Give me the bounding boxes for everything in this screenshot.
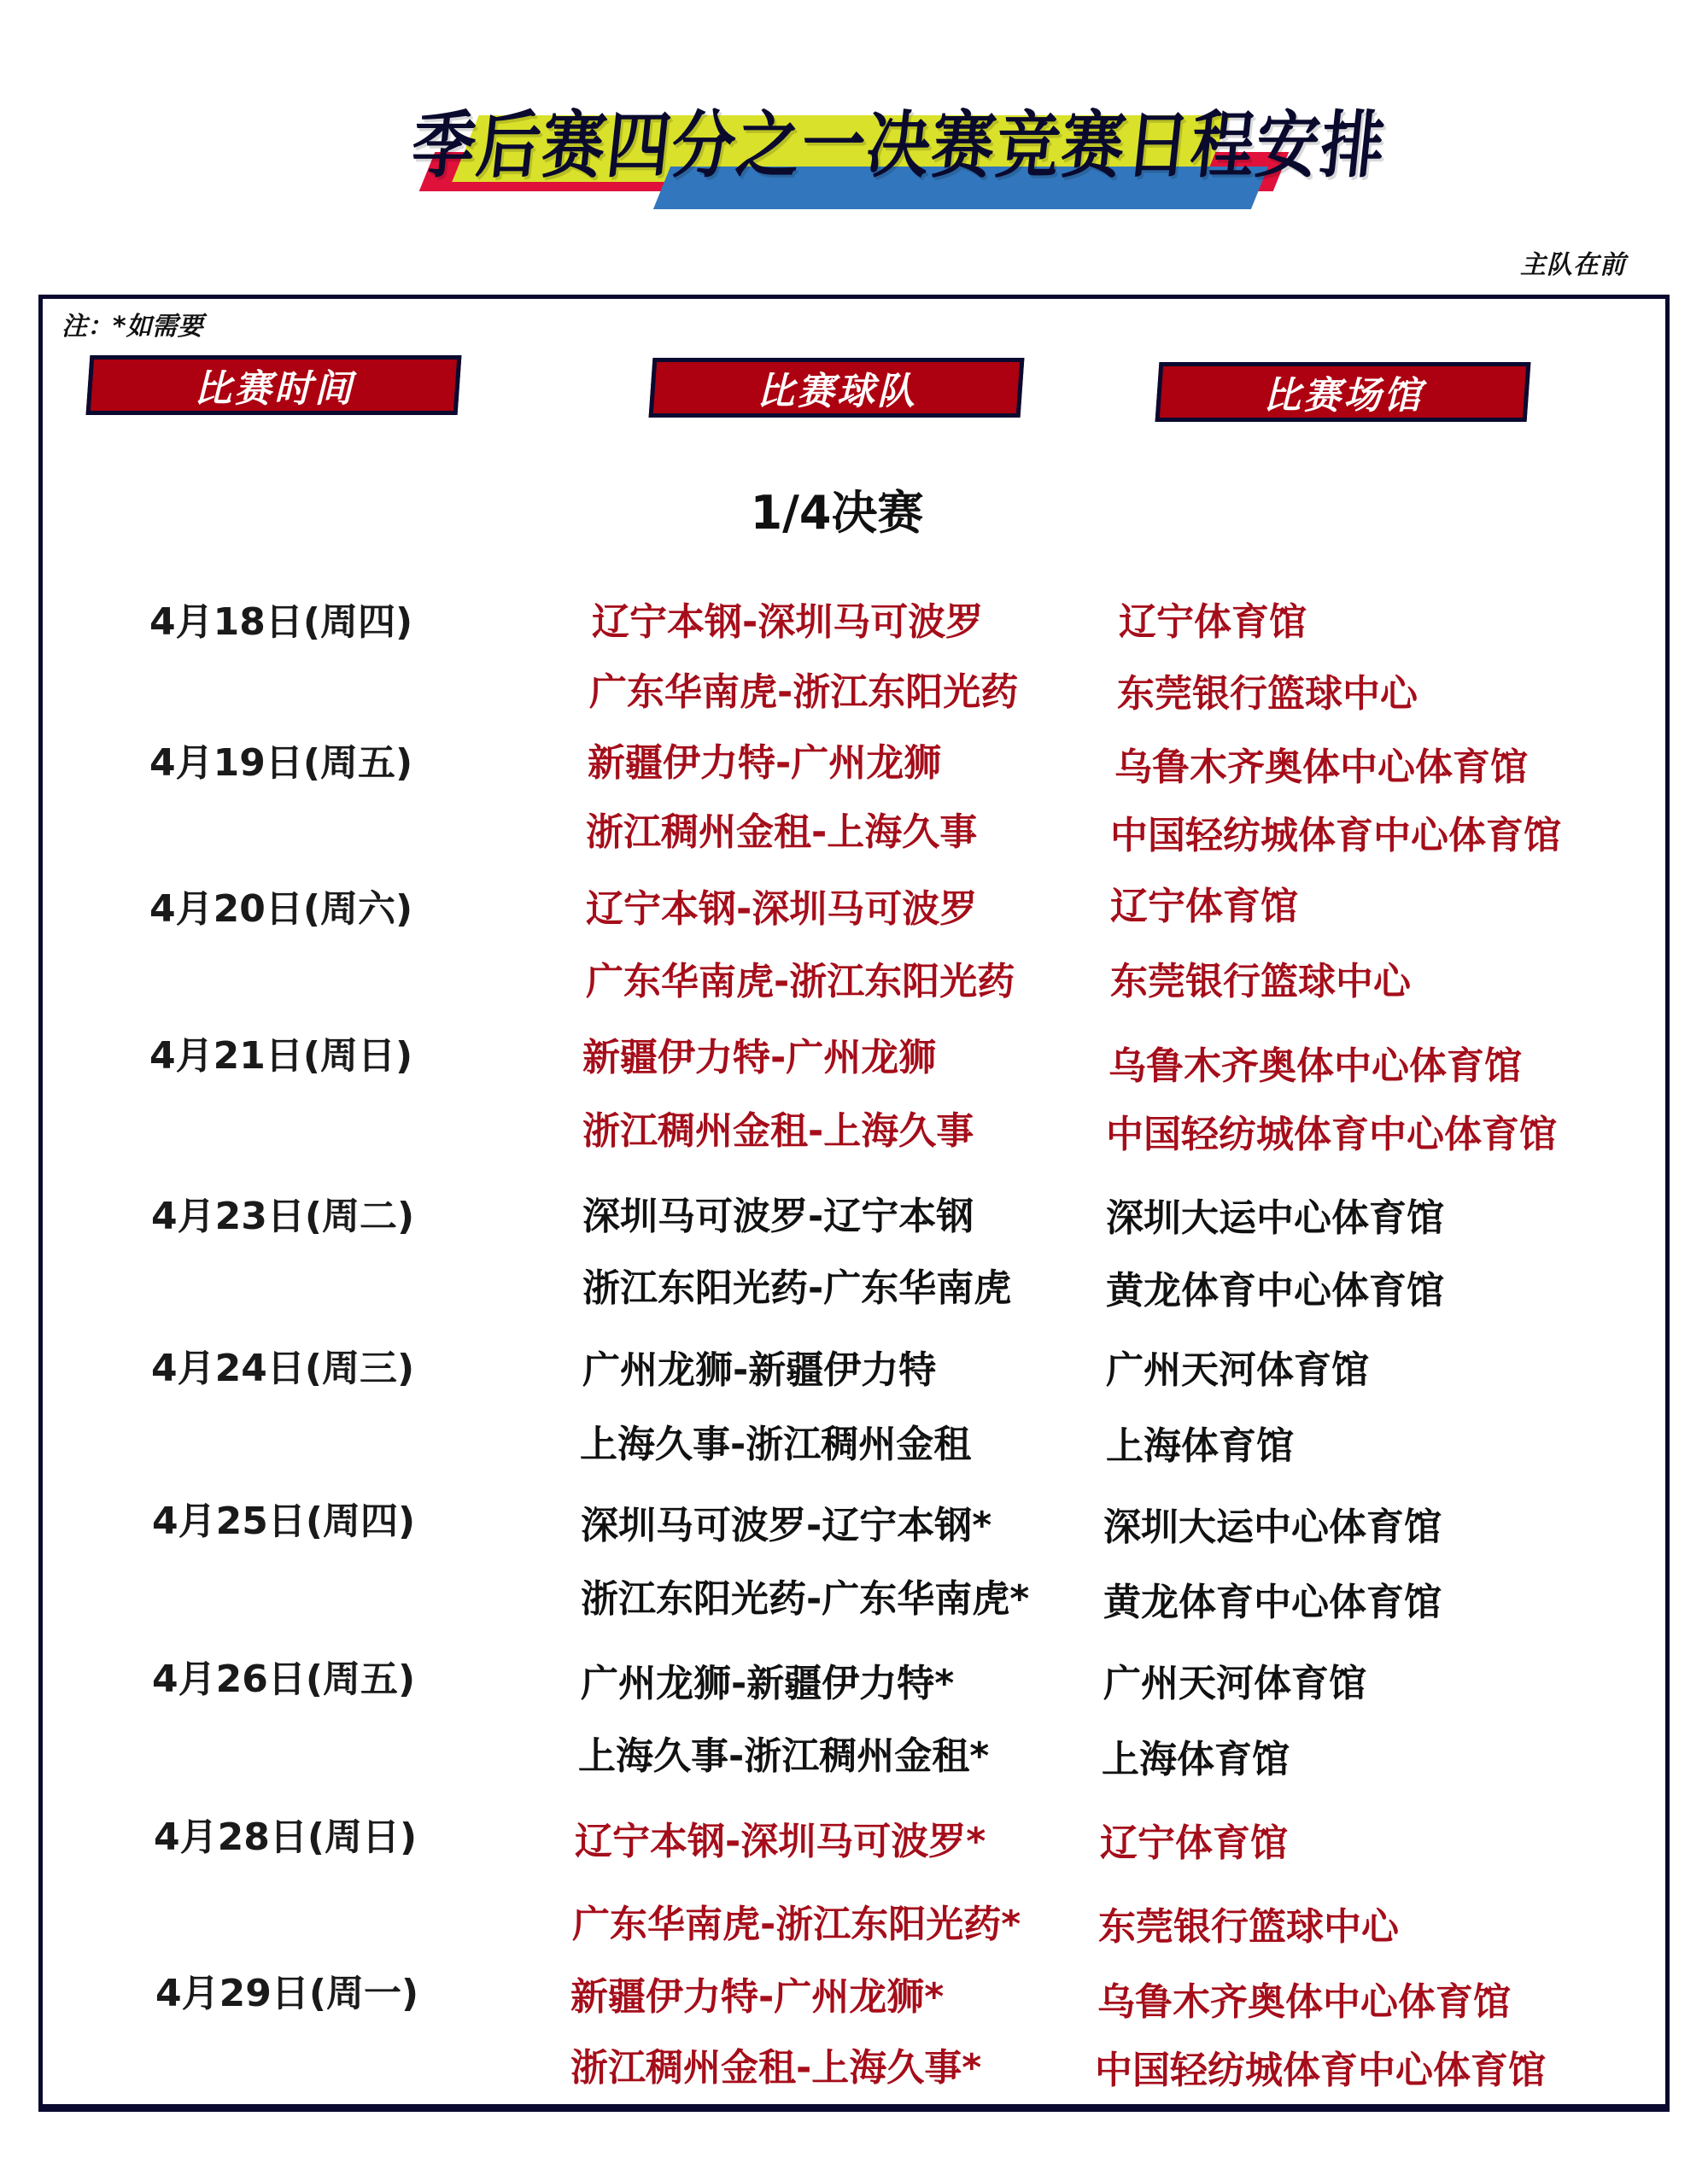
- schedule-date: 4月19日(周五): [149, 741, 413, 785]
- venue: 上海体育馆: [1102, 1738, 1290, 1781]
- schedule-date: 4月21日(周日): [149, 1034, 413, 1078]
- venue: 深圳大运中心体育馆: [1103, 1506, 1442, 1549]
- matchup: 广东华南虎-浙江东阳光药: [586, 960, 1015, 1003]
- matchup: 浙江东阳光药-广东华南虎*: [581, 1577, 1030, 1621]
- venue: 广州天河体育馆: [1106, 1348, 1369, 1392]
- venue: 广州天河体育馆: [1103, 1662, 1366, 1705]
- section-title: [0, 477, 1708, 542]
- matchup: 广州龙狮-新疆伊力特*: [581, 1662, 955, 1705]
- schedule-date: 4月24日(周三): [151, 1347, 415, 1390]
- venue: 中国轻纺城体育中心体育馆: [1106, 1113, 1557, 1156]
- page-title: 季后赛四分之一决赛竞赛日程安排: [407, 103, 1391, 189]
- matchup: 广州龙狮-新疆伊力特: [582, 1348, 937, 1392]
- matchup: 浙江稠州金租-上海久事: [582, 1109, 974, 1153]
- venue: 上海体育馆: [1106, 1424, 1294, 1468]
- matchup: 新疆伊力特-广州龙狮*: [570, 1975, 945, 2019]
- matchup: 上海久事-浙江稠州金租: [580, 1423, 972, 1466]
- matchup: 辽宁本钢-深圳马可波罗: [592, 600, 984, 644]
- venue: 乌鲁木齐奥体中心体育馆: [1097, 1980, 1511, 2024]
- matchup: 浙江东阳光药-广东华南虎: [582, 1266, 1012, 1310]
- column-header-venue-label: 比赛场馆: [1262, 374, 1424, 418]
- schedule-date: 4月29日(周一): [155, 1972, 419, 2015]
- schedule-date: 4月23日(周二): [151, 1195, 415, 1238]
- venue: 辽宁体育馆: [1110, 885, 1298, 928]
- matchup: 广东华南虎-浙江东阳光药: [589, 670, 1019, 714]
- matchup: 浙江稠州金租-上海久事*: [570, 2046, 982, 2090]
- venue: 深圳大运中心体育馆: [1106, 1196, 1444, 1240]
- venue: 东莞银行篮球中心: [1110, 960, 1411, 1003]
- venue: 乌鲁木齐奥体中心体育馆: [1114, 745, 1528, 789]
- schedule-date: 4月28日(周日): [154, 1815, 418, 1859]
- column-header-time-label: 比赛时间: [193, 367, 354, 411]
- schedule-date: 4月26日(周五): [152, 1658, 416, 1701]
- venue: 乌鲁木齐奥体中心体育馆: [1108, 1044, 1522, 1088]
- column-header-teams: [649, 358, 1025, 418]
- venue: 中国轻纺城体育中心体育馆: [1110, 814, 1561, 857]
- column-header-venue: [1155, 362, 1531, 422]
- schedule-date: 4月20日(周六): [149, 887, 413, 931]
- venue: 黄龙体育中心体育馆: [1106, 1269, 1444, 1313]
- matchup: 上海久事-浙江稠州金租*: [578, 1734, 990, 1778]
- footnote: 注：*如需要: [61, 312, 203, 342]
- column-header-time: [86, 355, 462, 415]
- venue: 东莞银行篮球中心: [1098, 1905, 1399, 1949]
- section-title-text: 1/4决赛: [750, 486, 924, 540]
- home-team-first-note: 主队在前: [1520, 250, 1626, 280]
- matchup: 深圳马可波罗-辽宁本钢*: [581, 1504, 992, 1547]
- venue: 东莞银行篮球中心: [1117, 672, 1418, 716]
- matchup: 深圳马可波罗-辽宁本钢: [582, 1195, 974, 1238]
- schedule-date: 4月25日(周四): [152, 1500, 416, 1543]
- matchup: 广东华南虎-浙江东阳光药*: [572, 1903, 1021, 1946]
- venue: 黄龙体育中心体育馆: [1103, 1581, 1442, 1624]
- matchup: 辽宁本钢-深圳马可波罗: [586, 887, 978, 931]
- venue: 辽宁体育馆: [1119, 600, 1307, 644]
- schedule-date: 4月18日(周四): [149, 600, 413, 644]
- matchup: 新疆伊力特-广州龙狮: [582, 1036, 937, 1079]
- column-header-teams-label: 比赛球队: [756, 370, 917, 413]
- matchup: 辽宁本钢-深圳马可波罗*: [575, 1820, 986, 1863]
- matchup: 新疆伊力特-广州龙狮: [588, 741, 942, 785]
- venue: 辽宁体育馆: [1100, 1821, 1288, 1865]
- title-banner: [0, 0, 1708, 222]
- matchup: 浙江稠州金租-上海久事: [586, 810, 978, 854]
- venue: 中国轻纺城体育中心体育馆: [1095, 2049, 1546, 2092]
